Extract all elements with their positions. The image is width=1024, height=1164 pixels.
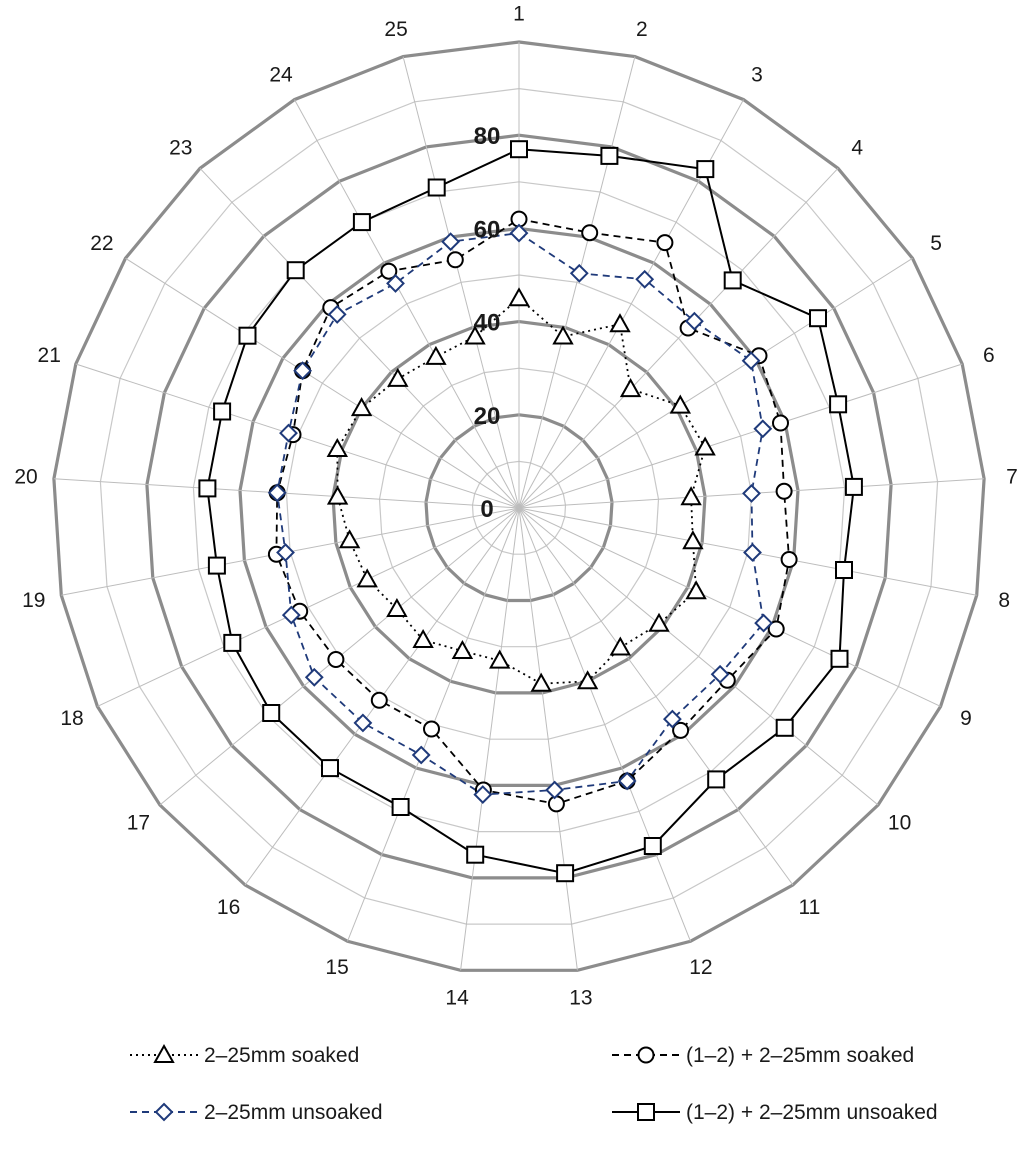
legend-label-4: (1–2) + 2–25mm unsoaked: [686, 1101, 938, 1124]
category-label-9: 9: [960, 706, 972, 730]
series-2-point-3: [657, 235, 672, 250]
series-2-point-17: [328, 652, 343, 667]
legend-entry-3: [130, 1101, 383, 1124]
category-label-2: 2: [636, 18, 648, 41]
series-2-point-8: [782, 552, 797, 567]
series-4-point-14: [467, 847, 483, 863]
series-1-point-3: [611, 315, 629, 331]
category-label-12: 12: [689, 955, 713, 979]
series-4-point-5: [810, 310, 826, 326]
series-1-point-1: [510, 289, 528, 305]
series-4-point-18: [224, 635, 240, 651]
spoke-11: [519, 508, 793, 885]
category-label-5: 5: [930, 231, 942, 255]
legend-marker-2: [639, 1048, 654, 1063]
series-4-point-7: [846, 479, 862, 495]
series-3-point-2: [571, 265, 587, 281]
spoke-22: [126, 258, 520, 508]
series-4-point-23: [288, 262, 304, 278]
series-line-1: [337, 298, 705, 683]
series-3-point-16: [355, 715, 371, 731]
category-label-19: 19: [22, 589, 46, 613]
category-label-17: 17: [126, 811, 151, 835]
category-label-1: 1: [513, 2, 525, 26]
legend-entry-2: [612, 1044, 914, 1067]
series-2-point-2: [582, 225, 597, 240]
series-4-point-4: [725, 272, 741, 288]
category-label-11: 11: [798, 896, 821, 920]
series-4-point-9: [832, 651, 848, 667]
series-4-point-8: [836, 562, 852, 578]
legend-marker-3: [156, 1104, 172, 1120]
series-line-4: [207, 149, 854, 873]
series-4-point-16: [322, 760, 338, 776]
category-label-6: 6: [982, 343, 995, 367]
legend-label-3: 2–25mm unsoaked: [204, 1101, 383, 1124]
category-label-14: 14: [445, 986, 469, 1010]
series-1-point-7: [682, 488, 700, 504]
radial-tick-labels: [474, 123, 501, 523]
series-4-point-25: [429, 180, 445, 196]
series-1-point-6: [696, 439, 714, 455]
radar-series: [207, 149, 854, 873]
r-tick-label-20: 20: [473, 402, 501, 430]
category-label-22: 22: [90, 231, 114, 255]
series-4-point-2: [601, 148, 617, 164]
category-label-20: 20: [14, 465, 38, 489]
category-label-3: 3: [751, 63, 763, 87]
series-3-point-6: [755, 421, 771, 437]
series-4-point-19: [209, 558, 225, 574]
series-3-point-8: [745, 545, 761, 561]
r-tick-label-40: 40: [473, 309, 501, 337]
series-4-point-15: [393, 799, 409, 815]
series-1-point-12: [579, 672, 597, 688]
category-label-7: 7: [1006, 465, 1018, 489]
series-1-point-11: [611, 639, 629, 655]
series-4-point-24: [354, 214, 370, 230]
category-label-25: 25: [384, 18, 408, 41]
series-4-point-1: [511, 141, 527, 157]
spoke-5: [519, 258, 913, 508]
series-1-point-16: [414, 631, 432, 647]
series-2-point-13: [549, 796, 564, 811]
category-label-13: 13: [569, 986, 593, 1010]
r-tick-label-0: 0: [480, 496, 494, 523]
series-2-point-25: [448, 252, 463, 267]
radar-markers: [199, 141, 862, 881]
legend: [130, 1044, 938, 1124]
series-1-point-18: [358, 570, 376, 586]
series-3-point-17: [306, 669, 322, 685]
category-label-21: 21: [37, 343, 61, 367]
legend-entry-4: [612, 1101, 938, 1124]
category-label-10: 10: [887, 811, 912, 835]
legend-marker-1: [155, 1046, 173, 1062]
series-3-point-15: [413, 747, 429, 763]
spoke-20: [54, 479, 519, 508]
category-label-16: 16: [216, 896, 241, 920]
series-1-point-20: [329, 488, 347, 504]
category-label-4: 4: [851, 136, 864, 160]
legend-entry-1: [130, 1044, 359, 1067]
series-2-point-6: [773, 416, 788, 431]
series-4-point-10: [777, 720, 793, 736]
legend-label-2: (1–2) + 2–25mm soaked: [686, 1044, 915, 1067]
category-label-15: 15: [325, 955, 349, 979]
series-1-point-14: [491, 652, 509, 668]
series-1-point-13: [532, 675, 550, 691]
spoke-2: [519, 57, 635, 508]
category-label-23: 23: [169, 136, 193, 160]
series-4-point-3: [697, 161, 713, 177]
category-label-24: 24: [269, 63, 293, 87]
series-4-point-11: [708, 771, 724, 787]
series-4-point-21: [214, 404, 230, 420]
series-1-point-24: [427, 348, 445, 364]
series-3-point-7: [744, 485, 760, 501]
series-2-point-15: [424, 722, 439, 737]
series-2-point-16: [372, 693, 387, 708]
legend-label-1: 2–25mm soaked: [204, 1044, 360, 1067]
series-4-point-6: [830, 396, 846, 412]
series-2-point-7: [777, 484, 792, 499]
series-4-point-22: [240, 328, 256, 344]
r-tick-label-60: 60: [473, 216, 501, 244]
series-4-point-13: [557, 865, 573, 881]
spoke-25: [403, 57, 519, 508]
series-4-point-12: [645, 838, 661, 854]
series-4-point-20: [199, 480, 215, 496]
legend-marker-4: [638, 1104, 654, 1120]
r-tick-label-80: 80: [473, 123, 501, 151]
category-label-8: 8: [998, 589, 1011, 613]
category-label-18: 18: [60, 706, 84, 730]
series-4-point-17: [263, 705, 279, 721]
